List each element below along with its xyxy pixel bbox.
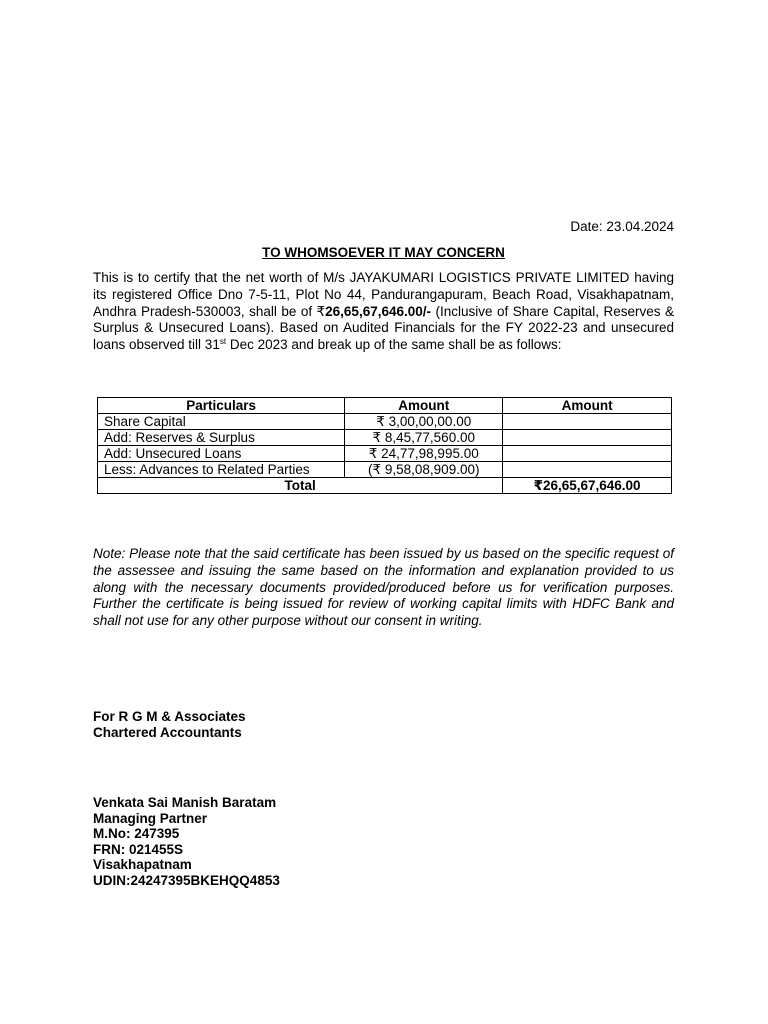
table-row <box>98 462 672 478</box>
certificate-heading: TO WHOMSOEVER IT MAY CONCERN <box>262 245 505 260</box>
row-particular: Less: Advances to Related Parties <box>98 462 345 478</box>
total-label: Total <box>98 478 503 494</box>
row-particular: Share Capital <box>98 414 345 430</box>
firm-designation: Chartered Accountants <box>93 724 242 740</box>
row-amount: (₹ 9,58,08,909.00) <box>345 462 503 478</box>
row-empty-cell <box>503 414 672 430</box>
ordinal-suffix: st <box>219 337 227 347</box>
disclaimer-note: Note: Please note that the said certificate has been issued by us based on the specific request of the assessee and issuing the same based on the information and explanation provided to us along with the necessary documents provided/produced before us for verification purposes. Further the certificate is being issued for review of working capital limits with HDFC Bank and shall not use for any other purpose without our consent in writing. <box>93 546 674 629</box>
header-amount-total: Amount <box>503 398 672 414</box>
table-header-row <box>98 398 672 414</box>
row-amount: ₹ 8,45,77,560.00 <box>345 430 503 446</box>
body-text-part1: This is to certify that the net worth of M/s JAYAKUMARI LOGISTICS PRIVATE LIMITED having its registered Office Dno 7-5-11, Plot No 44, Pandurangapuram, Beach Road, Visakhapatnam, Andhra Pradesh-530003, shall be of ₹ <box>93 270 674 319</box>
net-worth-amount: 26,65,67,646.00/- <box>325 303 431 319</box>
table-total-row <box>98 478 672 494</box>
date-line: Date: 23.04.2024 <box>570 219 674 234</box>
row-empty-cell <box>503 446 672 462</box>
total-value: ₹26,65,67,646.00 <box>503 478 672 494</box>
firm-name: For R G M & Associates <box>93 709 246 724</box>
row-amount: ₹ 24,77,98,995.00 <box>345 446 503 462</box>
table-row <box>98 446 672 462</box>
row-particular: Add: Reserves & Surplus <box>98 430 345 446</box>
row-empty-cell <box>503 462 672 478</box>
signatory-block <box>93 795 280 889</box>
table-row <box>98 430 672 446</box>
body-text-part3: Dec 2023 and break up of the same shall be as follows: <box>226 337 562 353</box>
signatory-title: Managing Partner <box>93 810 208 826</box>
header-particulars: Particulars <box>98 398 345 414</box>
membership-number: M.No: 247395 <box>93 826 180 842</box>
header-amount: Amount <box>345 398 503 414</box>
signatory-name: Venkata Sai Manish Baratam <box>93 795 277 810</box>
udin-number: UDIN:24247395BKEHQQ4853 <box>93 872 280 888</box>
signatory-city: Visakhapatnam <box>93 857 192 873</box>
row-amount: ₹ 3,00,00,00.00 <box>345 414 503 430</box>
table-row <box>98 414 672 430</box>
networth-breakup-table <box>97 397 672 494</box>
row-particular: Add: Unsecured Loans <box>98 446 345 462</box>
firm-block <box>93 709 246 740</box>
row-empty-cell <box>503 430 672 446</box>
certificate-body <box>93 270 674 354</box>
firm-registration-number: FRN: 021455S <box>93 841 184 857</box>
body-text-part2: (Inclusive of Share Capital, Reserves & Surplus & Unsecured Loans). Based on Audited Financials for the FY 2022-23 and unsecured loans observed till 31 <box>93 303 674 353</box>
